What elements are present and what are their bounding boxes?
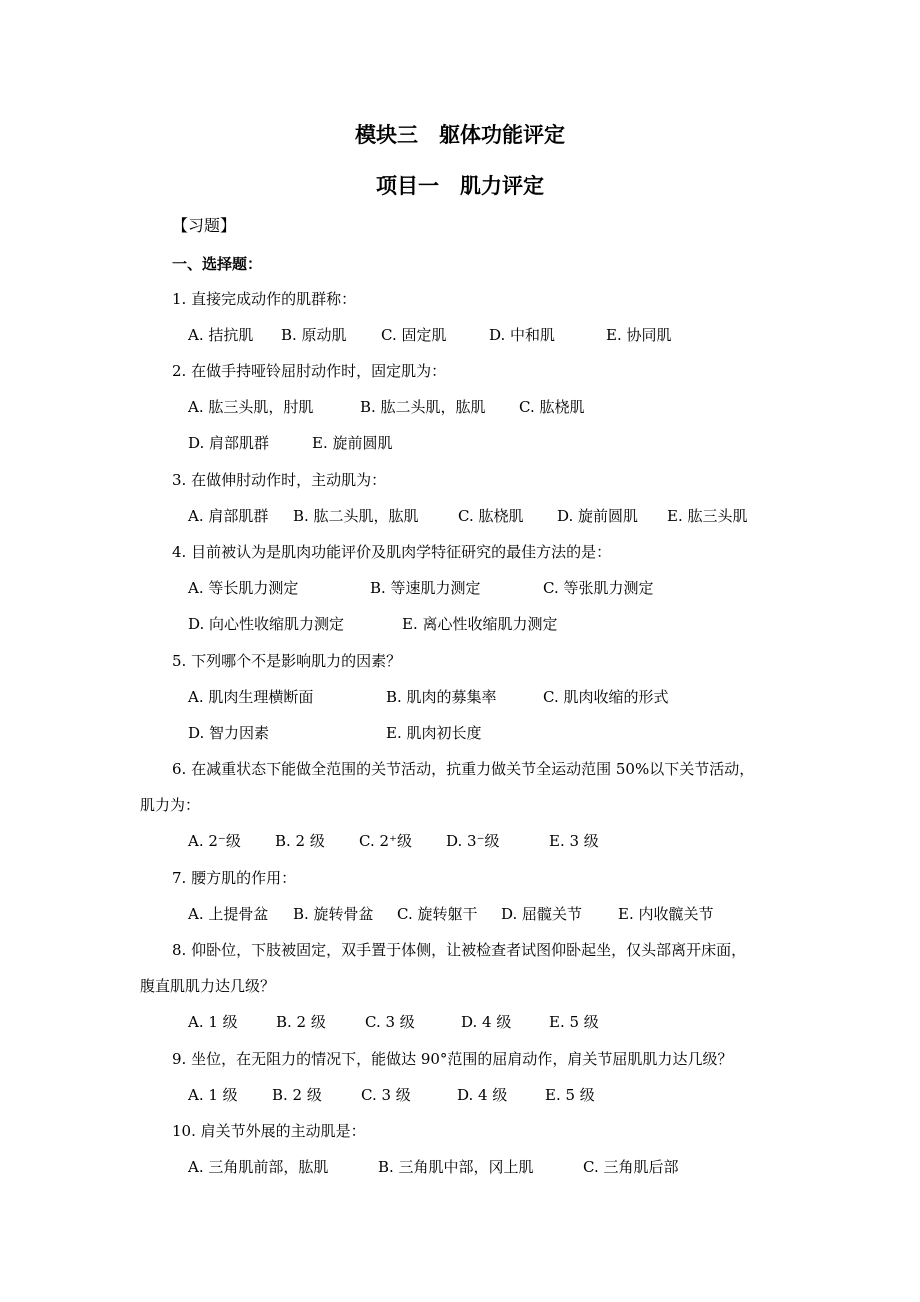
option-c: C. 肱桡肌 — [458, 507, 524, 525]
option-c: C. 肱桡肌 — [519, 398, 585, 416]
question-5-stem: 5. 下列哪个不是影响肌力的因素？ — [172, 652, 402, 670]
option-b: B. 原动肌 — [281, 326, 347, 344]
option-b: B. 肱二头肌，肱肌 — [293, 507, 419, 525]
project-title: 项目一 肌力评定 — [376, 173, 544, 198]
option-a: A. 上提骨盆 — [188, 905, 269, 923]
option-c: C. 固定肌 — [381, 326, 447, 344]
option-d: D. 屈髋关节 — [501, 905, 583, 923]
option-d: D. 4 级 — [461, 1013, 512, 1031]
question-2-stem: 2. 在做手持哑铃屈肘动作时，固定肌为： — [172, 362, 447, 380]
question-10-stem: 10. 肩关节外展的主动肌是： — [172, 1122, 366, 1140]
option-a: A. 拮抗肌 — [188, 326, 254, 344]
question-1-stem: 1. 直接完成动作的肌群称： — [172, 290, 357, 308]
option-a: A. 肱三头肌，肘肌 — [188, 398, 314, 416]
question-6-stem-continued: 肌力为： — [140, 796, 201, 814]
option-e: E. 协同肌 — [606, 326, 672, 344]
option-e: E. 5 级 — [549, 1013, 599, 1031]
option-e: E. 5 级 — [545, 1086, 595, 1104]
option-a: A. 肌肉生理横断面 — [188, 688, 314, 706]
module-title: 模块三 躯体功能评定 — [355, 122, 565, 147]
option-a: A. 肩部肌群 — [188, 507, 269, 525]
option-d: D. 旋前圆肌 — [557, 507, 639, 525]
option-d: D. 肩部肌群 — [188, 434, 270, 452]
question-7-stem: 7. 腰方肌的作用： — [172, 869, 297, 887]
option-d: D. 智力因素 — [188, 724, 270, 742]
option-b: B. 肌肉的募集率 — [386, 688, 497, 706]
option-b: B. 肱二头肌，肱肌 — [360, 398, 486, 416]
option-b: B. 三角肌中部，冈上肌 — [378, 1158, 534, 1176]
option-d: D. 向心性收缩肌力测定 — [188, 615, 345, 633]
option-c: C. 3 级 — [361, 1086, 411, 1104]
option-c: C. 3 级 — [365, 1013, 415, 1031]
question-8-stem: 8. 仰卧位，下肢被固定，双手置于体侧，让被检查者试图仰卧起坐，仅头部离开床面， — [172, 941, 747, 959]
option-d: D. 中和肌 — [489, 326, 556, 344]
option-c: C. 旋转躯干 — [397, 905, 478, 923]
question-6-stem: 6. 在减重状态下能做全范围的关节活动，抗重力做关节全运动范围 50%以下关节活动， — [172, 760, 755, 778]
question-3-stem: 3. 在做伸肘动作时，主动肌为： — [172, 471, 387, 489]
option-b: B. 2 级 — [272, 1086, 322, 1104]
option-b: B. 2 级 — [275, 832, 325, 850]
option-c: C. 等张肌力测定 — [543, 579, 654, 597]
option-a: A. 1 级 — [188, 1086, 238, 1104]
option-a: A. 三角肌前部，肱肌 — [188, 1158, 329, 1176]
option-d: D. 4 级 — [457, 1086, 508, 1104]
option-e: E. 离心性收缩肌力测定 — [402, 615, 558, 633]
question-4-stem: 4. 目前被认为是肌肉功能评价及肌肉学特征研究的最佳方法的是： — [172, 543, 612, 561]
option-d: D. 3⁻级 — [446, 832, 500, 850]
option-b: B. 2 级 — [276, 1013, 326, 1031]
question-8-stem-continued: 腹直肌肌力达几级？ — [140, 977, 276, 995]
option-a: A. 2⁻级 — [188, 832, 241, 850]
option-e: E. 3 级 — [549, 832, 599, 850]
section-label: 一、选择题： — [172, 255, 263, 273]
option-a: A. 等长肌力测定 — [188, 579, 299, 597]
exercise-label: 【习题】 — [172, 216, 237, 235]
option-b: B. 旋转骨盆 — [293, 905, 374, 923]
question-9-stem: 9. 坐位，在无阻力的情况下，能做达 90°范围的屈肩动作，肩关节屈肌肌力达几级？ — [172, 1050, 733, 1068]
option-c: C. 2⁺级 — [359, 832, 412, 850]
option-e: E. 旋前圆肌 — [312, 434, 393, 452]
option-a: A. 1 级 — [188, 1013, 238, 1031]
option-e: E. 肌肉初长度 — [386, 724, 482, 742]
option-c: C. 三角肌后部 — [583, 1158, 679, 1176]
option-c: C. 肌肉收缩的形式 — [543, 688, 669, 706]
option-e: E. 肱三头肌 — [667, 507, 748, 525]
option-e: E. 内收髋关节 — [618, 905, 714, 923]
option-b: B. 等速肌力测定 — [370, 579, 481, 597]
